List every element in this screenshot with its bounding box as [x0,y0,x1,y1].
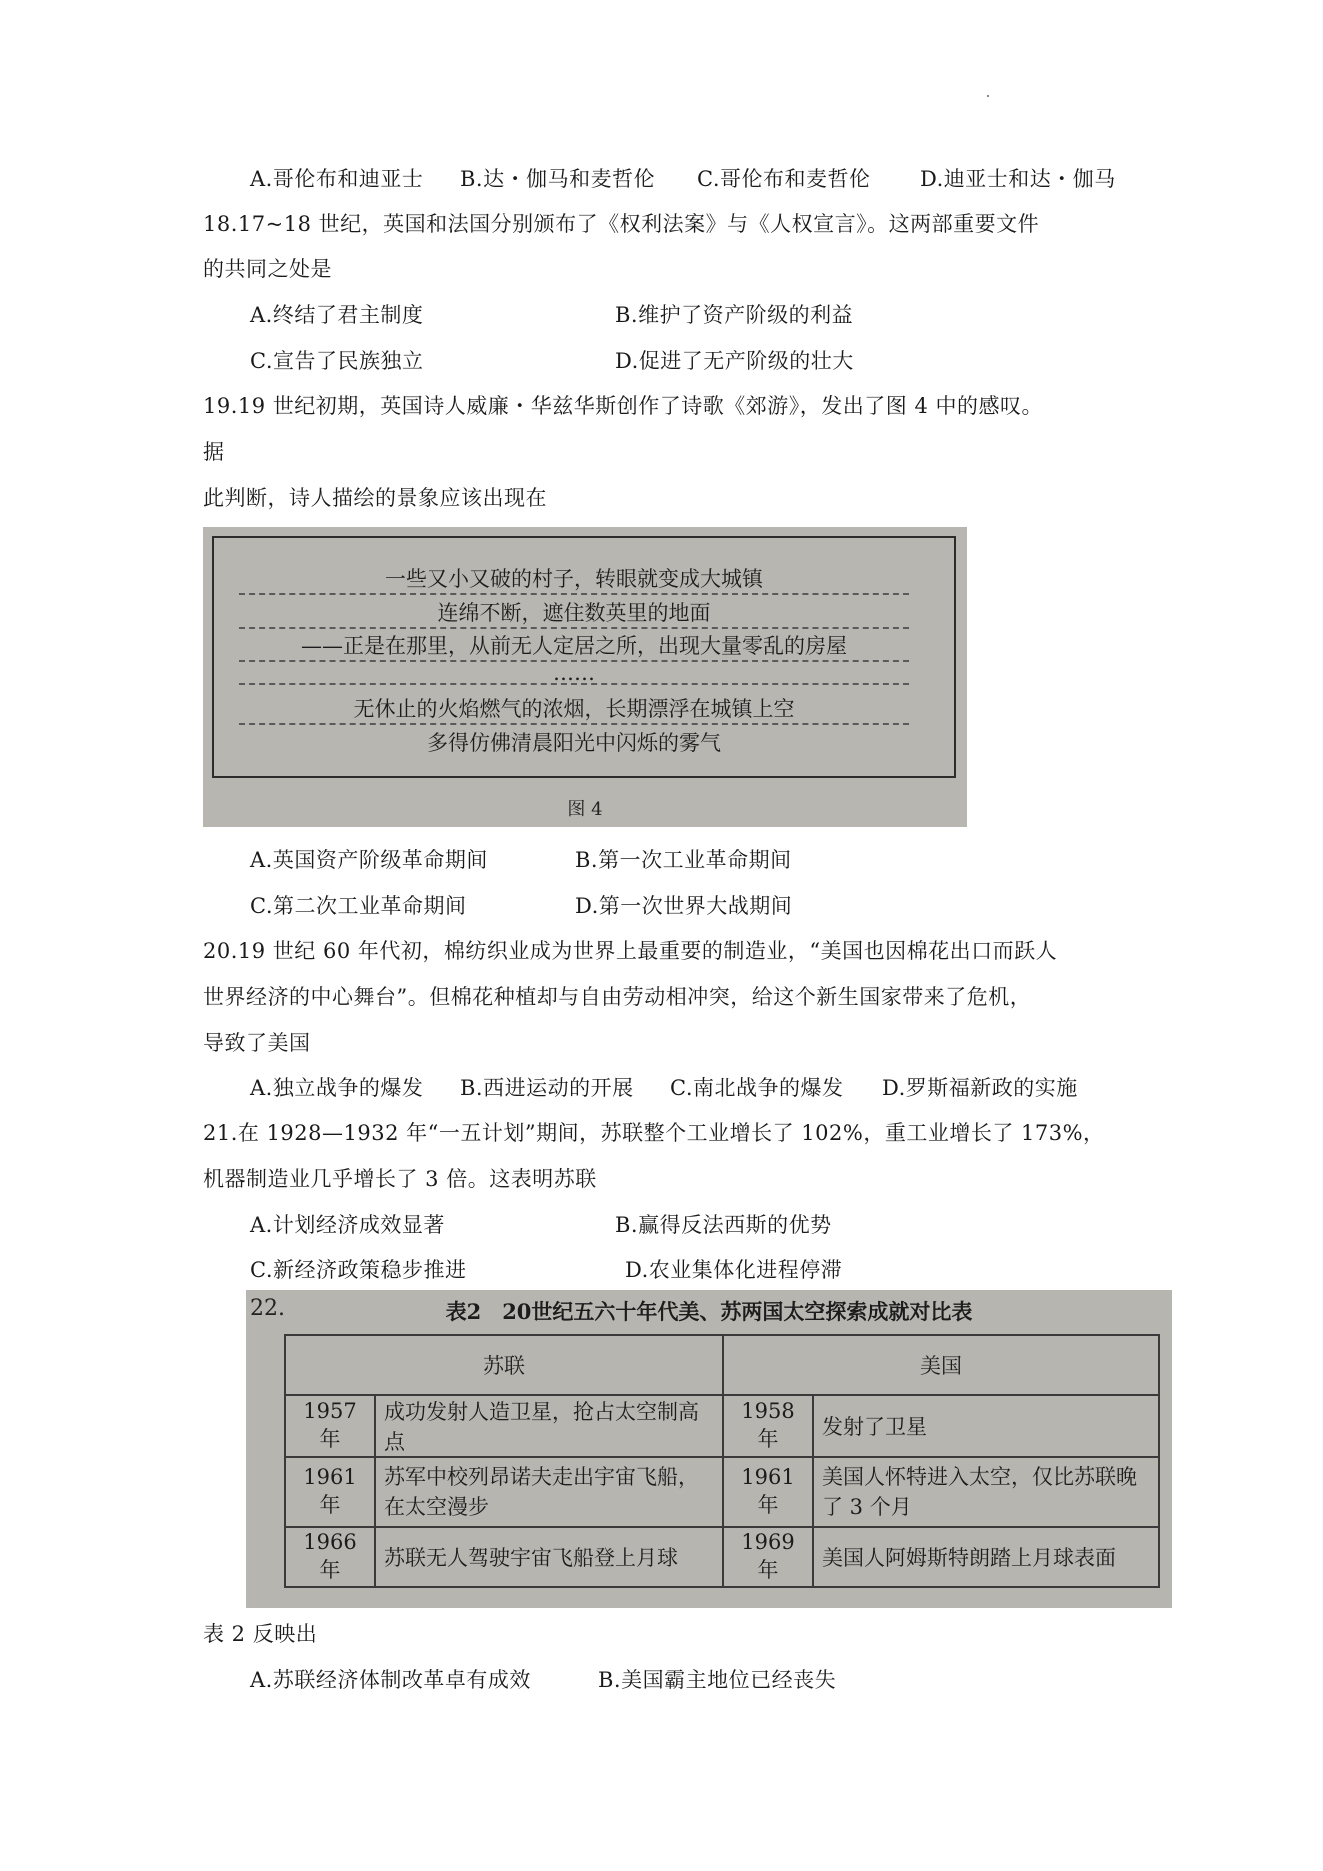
ussr-event: 苏联无人驾驶宇宙飞船登上月球 [375,1527,723,1587]
q19-option-b[interactable]: B.第一次工业革命期间 [575,848,792,872]
ussr-year: 1966 年 [285,1527,375,1587]
q20-option-d[interactable]: D.罗斯福新政的实施 [882,1076,1078,1100]
table-2-space-comparison [246,1290,1172,1608]
ussr-event: 苏军中校列昂诺夫走出宇宙飞船，在太空漫步 [375,1457,723,1527]
q21-option-b[interactable]: B.赢得反法西斯的优势 [615,1213,832,1237]
q18-stem-line2: 的共同之处是 [203,257,332,281]
q20-option-c[interactable]: C.南北战争的爆发 [670,1076,844,1100]
ussr-year: 1957 年 [285,1395,375,1457]
q20-stem-line2: 世界经济的中心舞台”。但棉花种植却与自由劳动相冲突，给这个新生国家带来了危机， [203,985,1032,1009]
q21-stem-line1: 21.在 1928—1932 年“一五计划”期间，苏联整个工业增长了 102%，重工业增长了 173%， [203,1121,1105,1145]
q22-stem: 表 2 反映出 [203,1622,318,1646]
header-ussr: 苏联 [285,1335,723,1395]
figure-4-poem [203,527,967,827]
header-usa: 美国 [723,1335,1159,1395]
q19-stem-line3: 此判断，诗人描绘的景象应该出现在 [203,486,547,510]
q18-stem-line1: 18.17~18 世纪，英国和法国分别颁布了《权利法案》与《人权宣言》。这两部重要文件 [203,212,1040,236]
ussr-year: 1961 年 [285,1457,375,1527]
q20-option-a[interactable]: A.独立战争的爆发 [250,1076,424,1100]
usa-year: 1969 年 [723,1527,813,1587]
q18-option-c[interactable]: C.宣告了民族独立 [250,349,424,373]
q19-option-d[interactable]: D.第一次世界大战期间 [575,894,793,918]
figure-4-line: 一些又小又破的村子，转眼就变成大城镇 [239,565,909,595]
usa-event: 美国人阿姆斯特朗踏上月球表面 [813,1527,1159,1587]
q18-option-a[interactable]: A.终结了君主制度 [250,303,424,327]
figure-4-line: …… [239,663,909,685]
q21-option-a[interactable]: A.计划经济成效显著 [250,1213,445,1237]
figure-4-caption: 图 4 [567,799,603,820]
q18-option-b[interactable]: B.维护了资产阶级的利益 [615,303,854,327]
table-title: 表2 20世纪五六十年代美、苏两国太空探索成就对比表 [445,1299,973,1324]
q20-stem-line3: 导致了美国 [203,1031,311,1055]
table-row [285,1395,1159,1457]
q20-stem-line1: 20.19 世纪 60 年代初，棉纺织业成为世界上最重要的制造业，“美国也因棉花出口而跃人 [203,939,1058,963]
q17-option-c[interactable]: C.哥伦布和麦哲伦 [697,167,871,191]
ussr-event: 成功发射人造卫星，抢占太空制高点 [375,1395,723,1457]
q22-option-a[interactable]: A.苏联经济体制改革卓有成效 [250,1668,531,1692]
q20-option-b[interactable]: B.西进运动的开展 [460,1076,634,1100]
usa-event: 美国人怀特进入太空，仅比苏联晚了 3 个月 [813,1457,1159,1527]
q17-option-b[interactable]: B.达・伽马和麦哲伦 [460,167,656,191]
figure-4-line: ——正是在那里，从前无人定居之所，出现大量零乱的房屋 [239,632,909,662]
figure-4-line: 连绵不断，遮住数英里的地面 [239,599,909,629]
usa-year: 1961 年 [723,1457,813,1527]
figure-4-line: 多得仿佛清晨阳光中闪烁的雾气 [427,731,721,755]
q19-option-a[interactable]: A.英国资产阶级革命期间 [250,848,488,872]
q22-option-b[interactable]: B.美国霸主地位已经丧失 [598,1668,837,1692]
table-row [285,1527,1159,1587]
q19-stem-line2: 据 [203,440,225,464]
q19-stem-line1: 19.19 世纪初期，英国诗人威廉・华兹华斯创作了诗歌《郊游》，发出了图 4 中的感叹。 [203,394,1044,418]
q17-option-a[interactable]: A.哥伦布和迪亚士 [250,167,424,191]
q17-option-d[interactable]: D.迪亚士和达・伽马 [920,167,1116,191]
question-number: 22. [250,1296,285,1321]
q21-option-c[interactable]: C.新经济政策稳步推进 [250,1258,467,1282]
q21-option-d[interactable]: D.农业集体化进程停滞 [625,1258,843,1282]
comparison-table [284,1334,1160,1588]
q21-stem-line2: 机器制造业几乎增长了 3 倍。这表明苏联 [203,1167,597,1191]
q19-option-c[interactable]: C.第二次工业革命期间 [250,894,467,918]
usa-event: 发射了卫星 [813,1395,1159,1457]
figure-4-line: 无休止的火焰燃气的浓烟，长期漂浮在城镇上空 [239,695,909,725]
scan-speck [987,95,989,97]
q18-option-d[interactable]: D.促进了无产阶级的壮大 [615,349,854,373]
table-row [285,1457,1159,1527]
usa-year: 1958 年 [723,1395,813,1457]
